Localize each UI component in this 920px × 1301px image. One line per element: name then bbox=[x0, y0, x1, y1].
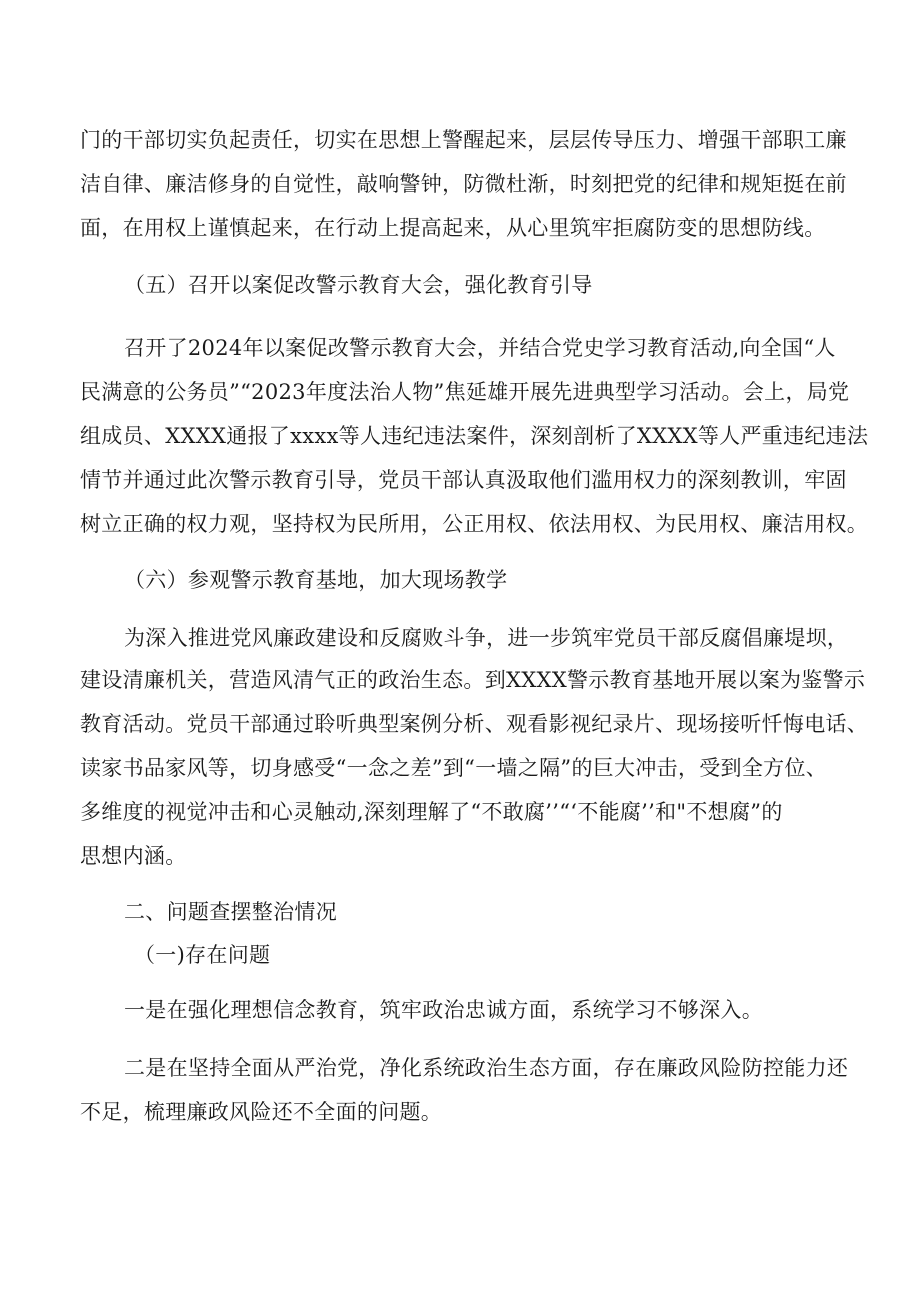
paragraph-line: 民满意的公务员”“2023年度法治人物”焦延雄开展先进典型学习活动。会上，局党 bbox=[80, 380, 850, 404]
section-title: 二、问题查摆整治情况 bbox=[124, 900, 337, 924]
paragraph-line: 多维度的视觉冲击和心灵触动,深刻理解了“不敢腐’’“‘不能腐’’和"不想腐”的 bbox=[80, 800, 783, 824]
paragraph-line: 面，在用权上谨慎起来，在行动上提高起来，从心里筑牢拒腐防变的思想防线。 bbox=[80, 216, 826, 240]
paragraph-line: 为深入推进党风廉政建设和反腐败斗争，进一步筑牢党员干部反腐倡廉堤坝， bbox=[124, 626, 849, 650]
paragraph-line: 情节并通过此次警示教育引导，党员干部认真汲取他们滥用权力的深刻教训，牢固 bbox=[80, 468, 847, 492]
subsection-heading: （一)存在问题 bbox=[134, 943, 271, 967]
paragraph-line: 一是在强化理想信念教育，筑牢政治忠诚方面，系统学习不够深入。 bbox=[124, 998, 763, 1022]
paragraph-line: 不足，梳理廉政风险还不全面的问题。 bbox=[80, 1100, 443, 1124]
section-heading: （五）召开以案促改警示教育大会，强化教育引导 bbox=[124, 273, 593, 297]
paragraph-line: 二是在坚持全面从严治党，净化系统政治生态方面，存在廉政风险防控能力还 bbox=[124, 1056, 849, 1080]
paragraph-line: 洁自律、廉洁修身的自觉性，敲响警钟，防微杜渐，时刻把党的纪律和规矩挺在前 bbox=[80, 172, 847, 196]
paragraph-line: 树立正确的权力观，坚持权为民所用，公正用权、依法用权、为民用权、廉洁用权。 bbox=[80, 512, 869, 536]
paragraph-line: 读家书品家风等，切身感受“一念之差”到“一墙之隔”的巨大冲击，受到全方位、 bbox=[80, 756, 828, 780]
section-heading: （六）参观警示教育基地，加大现场教学 bbox=[124, 568, 508, 592]
paragraph-line: 组成员、XXXX通报了xxxx等人违纪违法案件，深刻剖析了XXXX等人严重违纪违法 bbox=[80, 424, 869, 448]
paragraph-line: 召开了2024年以案促改警示教育大会，并结合党史学习教育活动,向全国“人 bbox=[124, 336, 836, 360]
paragraph-line: 思想内涵。 bbox=[80, 844, 187, 868]
paragraph-line: 教育活动。党员干部通过聆听典型案例分析、观看影视纪录片、现场接听忏悔电话、 bbox=[80, 712, 869, 736]
paragraph-line: 建设清廉机关，营造风清气正的政治生态。到XXXX警示教育基地开展以案为鉴警示 bbox=[80, 668, 866, 692]
paragraph-line: 门的干部切实负起责任，切实在思想上警醒起来，层层传导压力、增强干部职工廉 bbox=[80, 128, 847, 152]
